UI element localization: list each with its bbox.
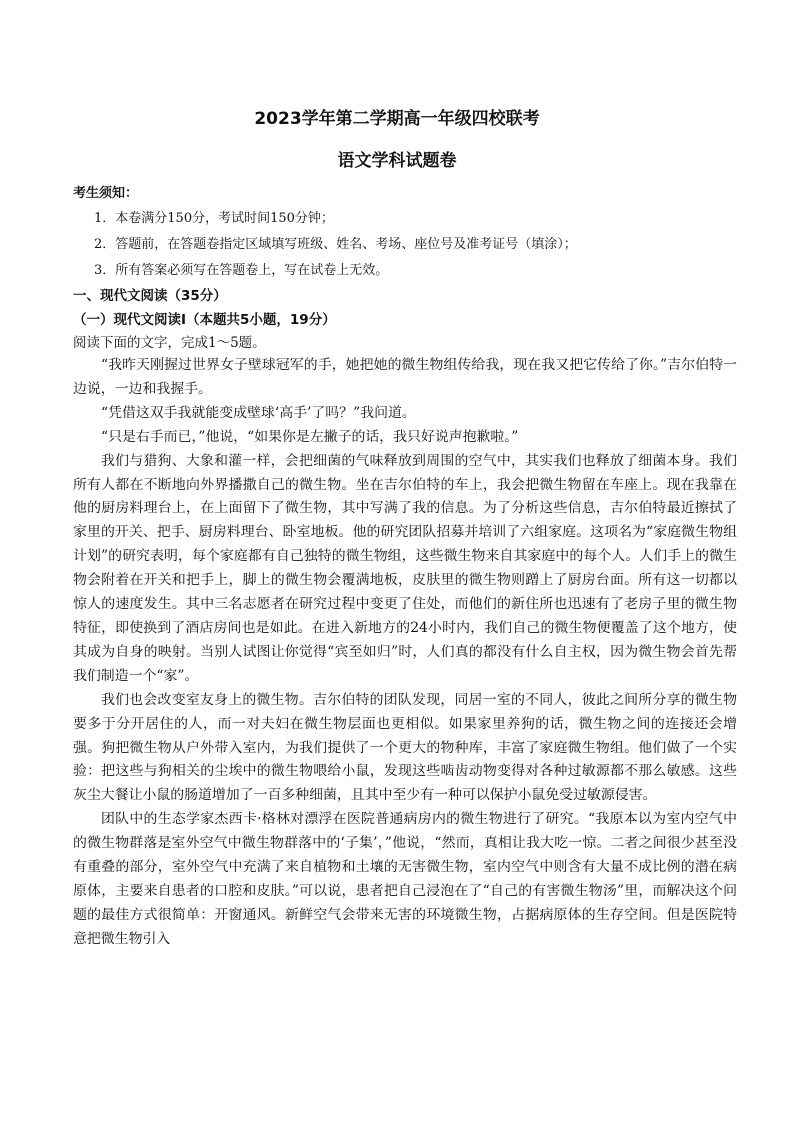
exam-title: 2023学年第二学期高一年级四校联考 [254, 109, 540, 129]
subsection-heading: （一）现代文阅读Ⅰ（本题共5小题，19分） [73, 312, 336, 328]
passage [73, 354, 737, 952]
exam-subtitle: 语文学科试题卷 [337, 151, 457, 171]
passage-paragraph: 我们也会改变室友身上的微生物。吉尔伯特的团队发现，同居一室的不同人，彼此之间所分享的微生物要多于分开居住的人，而一对夫妇在微生物层面也更相似。如果家里养狗的话，微生物之间的连接还会增强。狗把微生物从户外带入室内，为我们提供了一个更大的物种库，丰富了家庭微生物组。他们做了一个实验：把这些与狗相关的尘埃中的微生物喂给小鼠，发现这些啮齿动物变得对各种过敏源都不那么敏感。这些灰尘大餐让小鼠的肠道增加了一百多种细菌，且其中至少有一种可以保护小鼠免受过敏源侵害。 [73, 691, 737, 804]
passage-paragraph: “凭借这双手我就能变成壁球‘高手’了吗？”我问道。 [101, 404, 416, 421]
passage-paragraph: 我们与猎狗、大象和灌一样，会把细菌的气味释放到周围的空气中，其实我们也释放了细菌本身。我们所有人都在不断地向外界播撒自己的微生物。坐在吉尔伯特的车上，我会把微生物留在车座上。现在我靠在他的厨房料理台上，在上面留下了微生物，其中写满了我的信息。为了分析这些信息，吉尔伯特最近擦拭了家里的开关、把手、厨房料理台、卧室地板。他的研究团队招募并培训了六组家庭。这项名为“家庭微生物组计划”的研究表明，每个家庭都有自己独特的微生物组，这些微生物来自其家庭中的每个人。人们手上的微生物会附着在开关和把手上，脚上的微生物会覆满地板，皮肤里的微生物则蹭上了厨房台面。所有这一切都以惊人的速度发生。其中三名志愿者在研究过程中变更了住处，而他们的新住所也迅速有了老房子里的微生物特征，即使换到了酒店房间也是如此。在进入新地方的24小时内，我们自己的微生物便覆盖了这个地方，使其成为自身的映射。当别人试图让你觉得“宾至如归”时，人们真的都没有什么自主权，因为微生物会首先帮我们制造一个“家”。 [73, 452, 737, 684]
passage-paragraph: “我昨天刚握过世界女子壁球冠军的手，她把她的微生物组传给我，现在我又把它传给了你。”吉尔伯特一边说，一边和我握手。 [73, 357, 737, 397]
passage-paragraph: 团队中的生态学家杰西卡·格林对漂浮在医院普通病房内的微生物进行了研究。“我原本以为室内空气中的微生物群落是室外空气中微生物群落中的‘子集’，”他说，“然而，真相让我大吃一惊。二者之间很少甚至没有重叠的部分，室外空气中充满了来自植物和土壤的无害微生物，室内空气中则含有大量不成比例的潜在病原体，主要来自患者的口腔和皮肤。”可以说，患者把自己浸泡在了“自己的有害微生物汤”里，而解决这个问题的最佳方式很简单：开窗通风。新鲜空气会带来无害的环境微生物，占据病原体的生存空间。但是医院特意把微生物引入 [73, 811, 737, 947]
notice-item: 2．答题前，在答题卷指定区域填写班级、姓名、考场、座位号及准考证号（填涂）； [94, 237, 577, 252]
notice-item: 3．所有答案必须写在答题卷上，写在试卷上无效。 [94, 263, 389, 278]
section-heading: 一、现代文阅读（35分） [73, 288, 227, 304]
passage-paragraph: “只是右手而已，”他说，“如果你是左撇子的话，我只好说声抱歉啦。” [101, 428, 519, 445]
notice-item: 1．本卷满分150分，考试时间150分钟； [94, 211, 334, 226]
notice-heading: 考生须知： [73, 186, 139, 201]
reading-instruction: 阅读下面的文字，完成1～5题。 [73, 335, 266, 351]
